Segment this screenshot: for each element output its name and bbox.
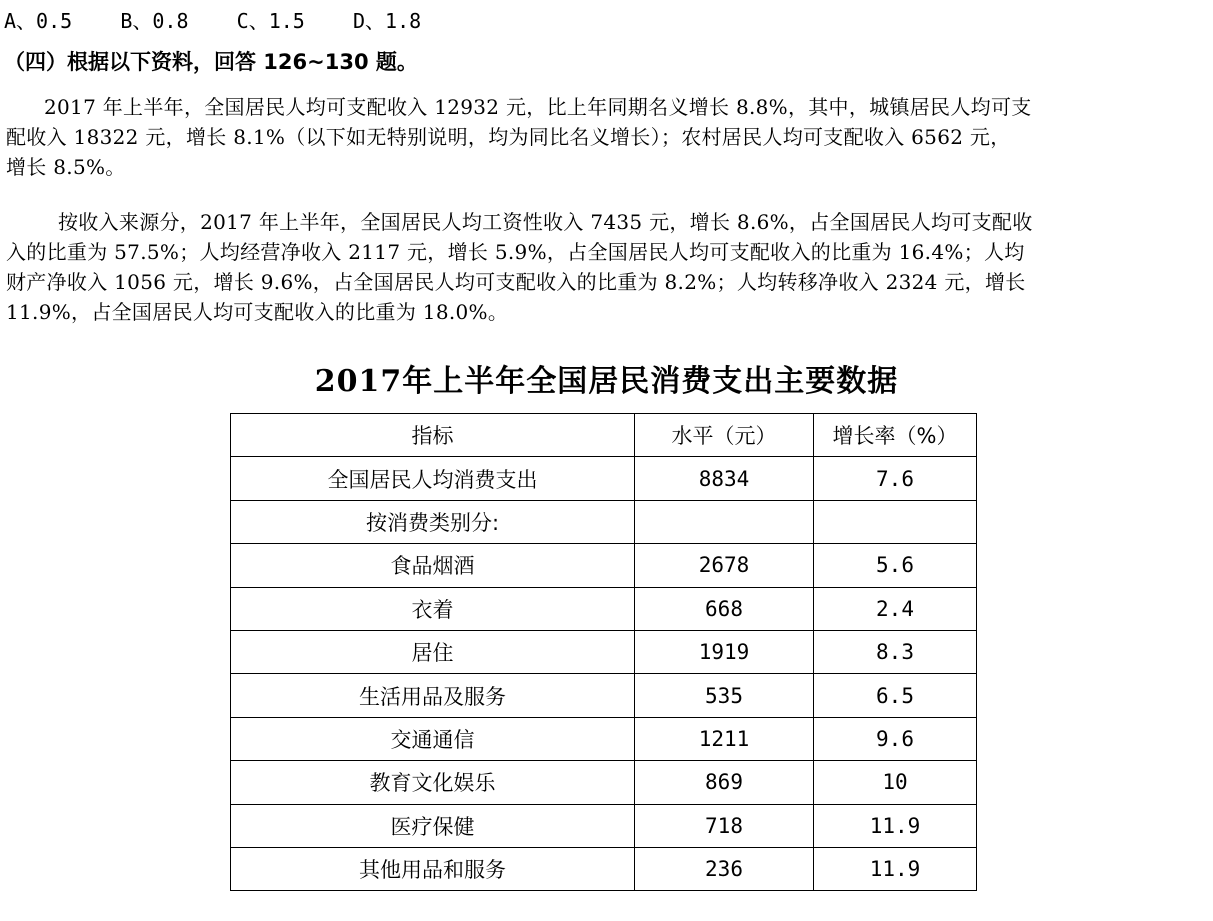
table-row (231, 500, 977, 543)
cell-indicator: 按消费类别分: (231, 500, 635, 543)
cell-growth: 6.5 (814, 674, 977, 717)
paragraph-line: 增长 8.5%。 (6, 155, 126, 179)
answer-options: A、0.5 B、0.8 C、1.5 D、1.8 (4, 9, 422, 33)
paragraph-line: 按收入来源分，2017 年上半年，全国居民人均工资性收入 7435 元，增长 8.6%，占全国居民人均可支配收 (58, 210, 1033, 234)
paragraph-income-overview (6, 92, 1209, 182)
cell-growth: 5.6 (814, 544, 977, 587)
cell-indicator: 教育文化娱乐 (231, 761, 635, 804)
cell-level: 1211 (635, 717, 814, 760)
paragraph-line: 配收入 18322 元，增长 8.1%（以下如无特别说明，均为同比名义增长）；农村居民人均可支配收入 6562 元， (6, 125, 1011, 149)
paragraph-line: 入的比重为 57.5%；人均经营净收入 2117 元，增长 5.9%，占全国居民人均可支配收入的比重为 16.4%；人均 (6, 240, 1025, 264)
cell-level: 668 (635, 587, 814, 630)
cell-growth: 7.6 (814, 457, 977, 500)
section-heading: （四）根据以下资料，回答 126~130 题。 (4, 50, 418, 74)
header-growth: 增长率（%） (814, 414, 977, 457)
cell-level: 535 (635, 674, 814, 717)
cell-growth (814, 500, 977, 543)
cell-level: 1919 (635, 630, 814, 673)
table-row (231, 847, 977, 890)
cell-indicator: 全国居民人均消费支出 (231, 457, 635, 500)
cell-growth: 11.9 (814, 804, 977, 847)
cell-level: 718 (635, 804, 814, 847)
consumption-table (230, 413, 977, 891)
table-row (231, 717, 977, 760)
table-row (231, 587, 977, 630)
cell-indicator: 医疗保健 (231, 804, 635, 847)
cell-indicator: 食品烟酒 (231, 544, 635, 587)
cell-indicator: 衣着 (231, 587, 635, 630)
cell-growth: 11.9 (814, 847, 977, 890)
paragraph-line: 11.9%，占全国居民人均可支配收入的比重为 18.0%。 (6, 300, 509, 324)
paragraph-line: 财产净收入 1056 元，增长 9.6%，占全国居民人均可支配收入的比重为 8.2%；人均转移净收入 2324 元，增长 (6, 270, 1026, 294)
table-row (231, 457, 977, 500)
cell-growth: 8.3 (814, 630, 977, 673)
table-row (231, 544, 977, 587)
table-row (231, 674, 977, 717)
paragraph-line: 2017 年上半年，全国居民人均可支配收入 12932 元，比上年同期名义增长 8.8%，其中，城镇居民人均可支 (44, 95, 1032, 119)
cell-level (635, 500, 814, 543)
table-row (231, 804, 977, 847)
paragraph-income-sources (6, 207, 1209, 327)
cell-level: 869 (635, 761, 814, 804)
cell-growth: 10 (814, 761, 977, 804)
table-header-row (231, 414, 977, 457)
table-row (231, 761, 977, 804)
cell-indicator: 交通通信 (231, 717, 635, 760)
table-row (231, 630, 977, 673)
cell-level: 236 (635, 847, 814, 890)
header-indicator: 指标 (231, 414, 635, 457)
cell-indicator: 其他用品和服务 (231, 847, 635, 890)
cell-growth: 9.6 (814, 717, 977, 760)
cell-growth: 2.4 (814, 587, 977, 630)
cell-indicator: 居住 (231, 630, 635, 673)
cell-indicator: 生活用品及服务 (231, 674, 635, 717)
table-title: 2017年上半年全国居民消费支出主要数据 (314, 364, 899, 399)
header-level: 水平（元） (635, 414, 814, 457)
cell-level: 8834 (635, 457, 814, 500)
cell-level: 2678 (635, 544, 814, 587)
